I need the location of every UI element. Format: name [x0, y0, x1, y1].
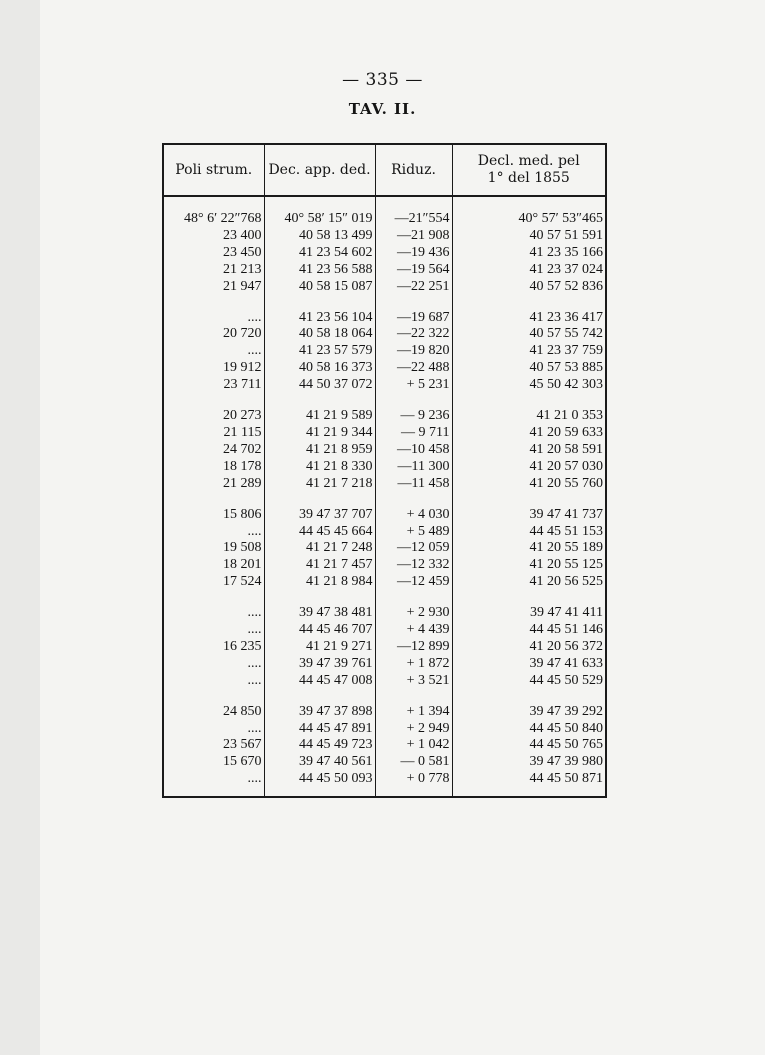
spacer-row-cell: [452, 296, 606, 310]
cell-riduz: —19 820: [375, 343, 452, 360]
cell-decl-med: 41 23 35 166: [452, 245, 606, 262]
cell-poli-strum: 21 289: [223, 475, 262, 491]
table-row: [163, 245, 606, 262]
cell-riduz: + 2 949: [375, 721, 452, 738]
cell-dec-app-ded: 44 45 47 008: [264, 673, 375, 690]
cell-dec-app-ded: 39 47 39 761: [264, 656, 375, 673]
header-riduz: Riduz.: [375, 144, 452, 196]
cell-dec-app-ded: 40° 58′ 15″ 019: [264, 211, 375, 228]
cell-riduz: + 5 489: [375, 524, 452, 541]
cell-decl-med: 39 47 39 292: [452, 704, 606, 721]
cell-dec-app-ded: 44 45 50 093: [264, 771, 375, 788]
cell-riduz: —11 458: [375, 476, 452, 493]
cell-poli-strum: 15 670: [223, 754, 262, 770]
cell-poli-strum: ....: [247, 771, 262, 787]
cell-riduz: + 2 930: [375, 605, 452, 622]
cell-riduz: + 4 030: [375, 507, 452, 524]
cell-riduz: + 0 778: [375, 771, 452, 788]
table-row: [163, 605, 606, 622]
cell-dec-app-ded: 44 45 49 723: [264, 737, 375, 754]
cell-poli-strum: ....: [247, 622, 262, 638]
cell-riduz: + 5 231: [375, 377, 452, 394]
data-table: [162, 143, 607, 798]
cell-decl-med: 40° 57′ 53″465: [452, 211, 606, 228]
cell-dec-app-ded: 44 45 45 664: [264, 524, 375, 541]
table-row: [163, 622, 606, 639]
cell-dec-app-ded: 41 21 8 984: [264, 574, 375, 591]
table-row: [163, 507, 606, 524]
table-row: [163, 524, 606, 541]
cell-poli-strum: 19 508: [223, 540, 262, 556]
table-row: [163, 211, 606, 228]
table-row: [163, 408, 606, 425]
cell-decl-med: 44 45 50 765: [452, 737, 606, 754]
cell-decl-med: 40 57 51 591: [452, 228, 606, 245]
spacer-row-cell: [375, 394, 452, 408]
table-row: [163, 310, 606, 327]
spacer-row-cell: [375, 296, 452, 310]
table-row: [163, 279, 606, 296]
table-row: [163, 639, 606, 656]
spacer-row-cell: [264, 493, 375, 507]
spacer-row-cell: [375, 196, 452, 211]
spacer-row-cell: [452, 394, 606, 408]
spacer-row: [163, 493, 606, 507]
cell-riduz: —12 059: [375, 540, 452, 557]
cell-poli-strum: 23 400: [223, 227, 262, 243]
cell-decl-med: 41 23 37 759: [452, 343, 606, 360]
cell-poli-strum: ....: [247, 672, 262, 688]
spacer-row-cell: [264, 394, 375, 408]
cell-decl-med: 41 20 56 372: [452, 639, 606, 656]
cell-decl-med: 39 47 41 737: [452, 507, 606, 524]
cell-riduz: —10 458: [375, 442, 452, 459]
cell-decl-med: 40 57 55 742: [452, 326, 606, 343]
spacer-row-cell: [163, 493, 264, 507]
cell-decl-med: 44 45 50 529: [452, 673, 606, 690]
table-row: [163, 360, 606, 377]
spacer-row-cell: [375, 591, 452, 605]
cell-riduz: —22 251: [375, 279, 452, 296]
cell-dec-app-ded: 41 21 8 330: [264, 459, 375, 476]
cell-dec-app-ded: 41 21 9 344: [264, 425, 375, 442]
cell-decl-med: 41 20 58 591: [452, 442, 606, 459]
spacer-row-cell: [163, 591, 264, 605]
spacer-row-cell: [452, 591, 606, 605]
cell-dec-app-ded: 40 58 13 499: [264, 228, 375, 245]
cell-decl-med: 40 57 53 885: [452, 360, 606, 377]
cell-dec-app-ded: 40 58 15 087: [264, 279, 375, 296]
cell-decl-med: 39 47 41 411: [452, 605, 606, 622]
spacer-row-cell: [375, 690, 452, 704]
cell-poli-strum: 21 947: [223, 278, 262, 294]
spacer-row: [163, 296, 606, 310]
table-row: [163, 442, 606, 459]
cell-decl-med: 41 23 37 024: [452, 262, 606, 279]
cell-poli-strum: 24 702: [223, 441, 262, 457]
cell-decl-med: 41 20 59 633: [452, 425, 606, 442]
spacer-row-cell: [163, 690, 264, 704]
cell-riduz: —21 908: [375, 228, 452, 245]
cell-dec-app-ded: 40 58 18 064: [264, 326, 375, 343]
cell-decl-med: 41 20 55 760: [452, 476, 606, 493]
cell-poli-strum: ....: [247, 523, 262, 539]
cell-decl-med: 45 50 42 303: [452, 377, 606, 394]
cell-riduz: —22 322: [375, 326, 452, 343]
spacer-row-cell: [264, 296, 375, 310]
cell-decl-med: 41 23 36 417: [452, 310, 606, 327]
spacer-row: [163, 196, 606, 211]
cell-riduz: —19 436: [375, 245, 452, 262]
table-row: [163, 326, 606, 343]
cell-poli-strum: 21 213: [223, 261, 262, 277]
cell-poli-strum: 24 850: [223, 703, 262, 719]
table-row: [163, 721, 606, 738]
cell-riduz: — 9 711: [375, 425, 452, 442]
cell-poli-strum: 21 115: [223, 424, 262, 440]
cell-decl-med: 39 47 41 633: [452, 656, 606, 673]
cell-riduz: —22 488: [375, 360, 452, 377]
cell-riduz: —19 687: [375, 310, 452, 327]
spacer-row: [163, 591, 606, 605]
cell-dec-app-ded: 41 23 54 602: [264, 245, 375, 262]
cell-riduz: + 1 394: [375, 704, 452, 721]
cell-poli-strum: 20 720: [223, 326, 262, 342]
cell-riduz: —12 332: [375, 557, 452, 574]
cell-poli-strum: 16 235: [223, 638, 262, 654]
header-poli-strum: Poli strum.: [163, 144, 264, 196]
cell-dec-app-ded: 41 21 9 271: [264, 639, 375, 656]
cell-riduz: —11 300: [375, 459, 452, 476]
cell-dec-app-ded: 40 58 16 373: [264, 360, 375, 377]
header-dec-app-ded: Dec. app. ded.: [264, 144, 375, 196]
cell-decl-med: 44 45 50 840: [452, 721, 606, 738]
cell-poli-strum: ....: [247, 720, 262, 736]
cell-riduz: + 3 521: [375, 673, 452, 690]
header-decl-med: [452, 144, 606, 196]
cell-riduz: — 9 236: [375, 408, 452, 425]
table-row: [163, 459, 606, 476]
spacer-row-cell: [264, 591, 375, 605]
cell-dec-app-ded: 44 45 46 707: [264, 622, 375, 639]
spacer-row-cell: [264, 788, 375, 797]
cell-dec-app-ded: 41 21 7 457: [264, 557, 375, 574]
cell-decl-med: 41 20 57 030: [452, 459, 606, 476]
table-row: [163, 540, 606, 557]
cell-poli-strum: ....: [247, 343, 262, 359]
spacer-row-cell: [163, 196, 264, 211]
cell-decl-med: 41 20 55 189: [452, 540, 606, 557]
table-row: [163, 262, 606, 279]
spacer-row-cell: [452, 690, 606, 704]
spacer-row-cell: [375, 788, 452, 797]
table-row: [163, 476, 606, 493]
header-row: [163, 144, 606, 196]
table-row: [163, 754, 606, 771]
cell-dec-app-ded: 39 47 37 707: [264, 507, 375, 524]
cell-riduz: —21″554: [375, 211, 452, 228]
table-row: [163, 425, 606, 442]
cell-decl-med: 41 20 55 125: [452, 557, 606, 574]
spacer-row-cell: [452, 493, 606, 507]
spacer-row: [163, 690, 606, 704]
cell-decl-med: 41 21 0 353: [452, 408, 606, 425]
cell-dec-app-ded: 39 47 38 481: [264, 605, 375, 622]
table-row: [163, 557, 606, 574]
cell-decl-med: 44 45 50 871: [452, 771, 606, 788]
cell-riduz: —12 459: [375, 574, 452, 591]
cell-riduz: — 0 581: [375, 754, 452, 771]
cell-poli-strum: 48° 6′ 22″768: [184, 211, 262, 226]
cell-riduz: + 4 439: [375, 622, 452, 639]
header-decl-med-line1: Decl. med. pel: [477, 153, 580, 169]
table-row: [163, 377, 606, 394]
table-row: [163, 704, 606, 721]
table-row: [163, 574, 606, 591]
cell-poli-strum: ....: [247, 655, 262, 671]
spacer-row-cell: [452, 788, 606, 797]
cell-dec-app-ded: 41 23 56 588: [264, 262, 375, 279]
spacer-row: [163, 788, 606, 797]
header-decl-med-line2: 1° del 1855: [487, 170, 570, 186]
cell-poli-strum: 23 567: [223, 737, 262, 753]
cell-poli-strum: 23 450: [223, 244, 262, 260]
spacer-row-cell: [264, 690, 375, 704]
page-number: — 335 —: [342, 70, 423, 90]
cell-dec-app-ded: 44 50 37 072: [264, 377, 375, 394]
spacer-row-cell: [163, 296, 264, 310]
table-row: [163, 673, 606, 690]
cell-dec-app-ded: 39 47 40 561: [264, 754, 375, 771]
cell-decl-med: 40 57 52 836: [452, 279, 606, 296]
table-row: [163, 343, 606, 360]
cell-riduz: + 1 042: [375, 737, 452, 754]
cell-dec-app-ded: 41 23 57 579: [264, 343, 375, 360]
cell-poli-strum: ....: [247, 605, 262, 621]
cell-riduz: + 1 872: [375, 656, 452, 673]
table-row: [163, 737, 606, 754]
spacer-row-cell: [163, 394, 264, 408]
cell-poli-strum: 15 806: [223, 506, 262, 522]
cell-poli-strum: 20 273: [223, 408, 262, 424]
cell-poli-strum: 18 178: [223, 458, 262, 474]
table-row: [163, 656, 606, 673]
cell-dec-app-ded: 39 47 37 898: [264, 704, 375, 721]
cell-decl-med: 41 20 56 525: [452, 574, 606, 591]
cell-poli-strum: 17 524: [223, 574, 262, 590]
cell-riduz: —12 899: [375, 639, 452, 656]
cell-dec-app-ded: 41 23 56 104: [264, 310, 375, 327]
table-row: [163, 771, 606, 788]
cell-poli-strum: 18 201: [223, 557, 262, 573]
cell-decl-med: 44 45 51 146: [452, 622, 606, 639]
cell-dec-app-ded: 41 21 7 248: [264, 540, 375, 557]
spacer-row-cell: [452, 196, 606, 211]
cell-decl-med: 44 45 51 153: [452, 524, 606, 541]
spacer-row-cell: [163, 788, 264, 797]
spacer-row-cell: [375, 493, 452, 507]
cell-poli-strum: ....: [247, 309, 262, 325]
cell-dec-app-ded: 41 21 7 218: [264, 476, 375, 493]
cell-decl-med: 39 47 39 980: [452, 754, 606, 771]
cell-riduz: —19 564: [375, 262, 452, 279]
cell-dec-app-ded: 41 21 8 959: [264, 442, 375, 459]
spacer-row-cell: [264, 196, 375, 211]
cell-poli-strum: 23 711: [223, 377, 262, 393]
cell-dec-app-ded: 44 45 47 891: [264, 721, 375, 738]
table-row: [163, 228, 606, 245]
cell-poli-strum: 19 912: [223, 360, 262, 376]
cell-dec-app-ded: 41 21 9 589: [264, 408, 375, 425]
table-title: TAV. II.: [348, 100, 417, 118]
spacer-row: [163, 394, 606, 408]
